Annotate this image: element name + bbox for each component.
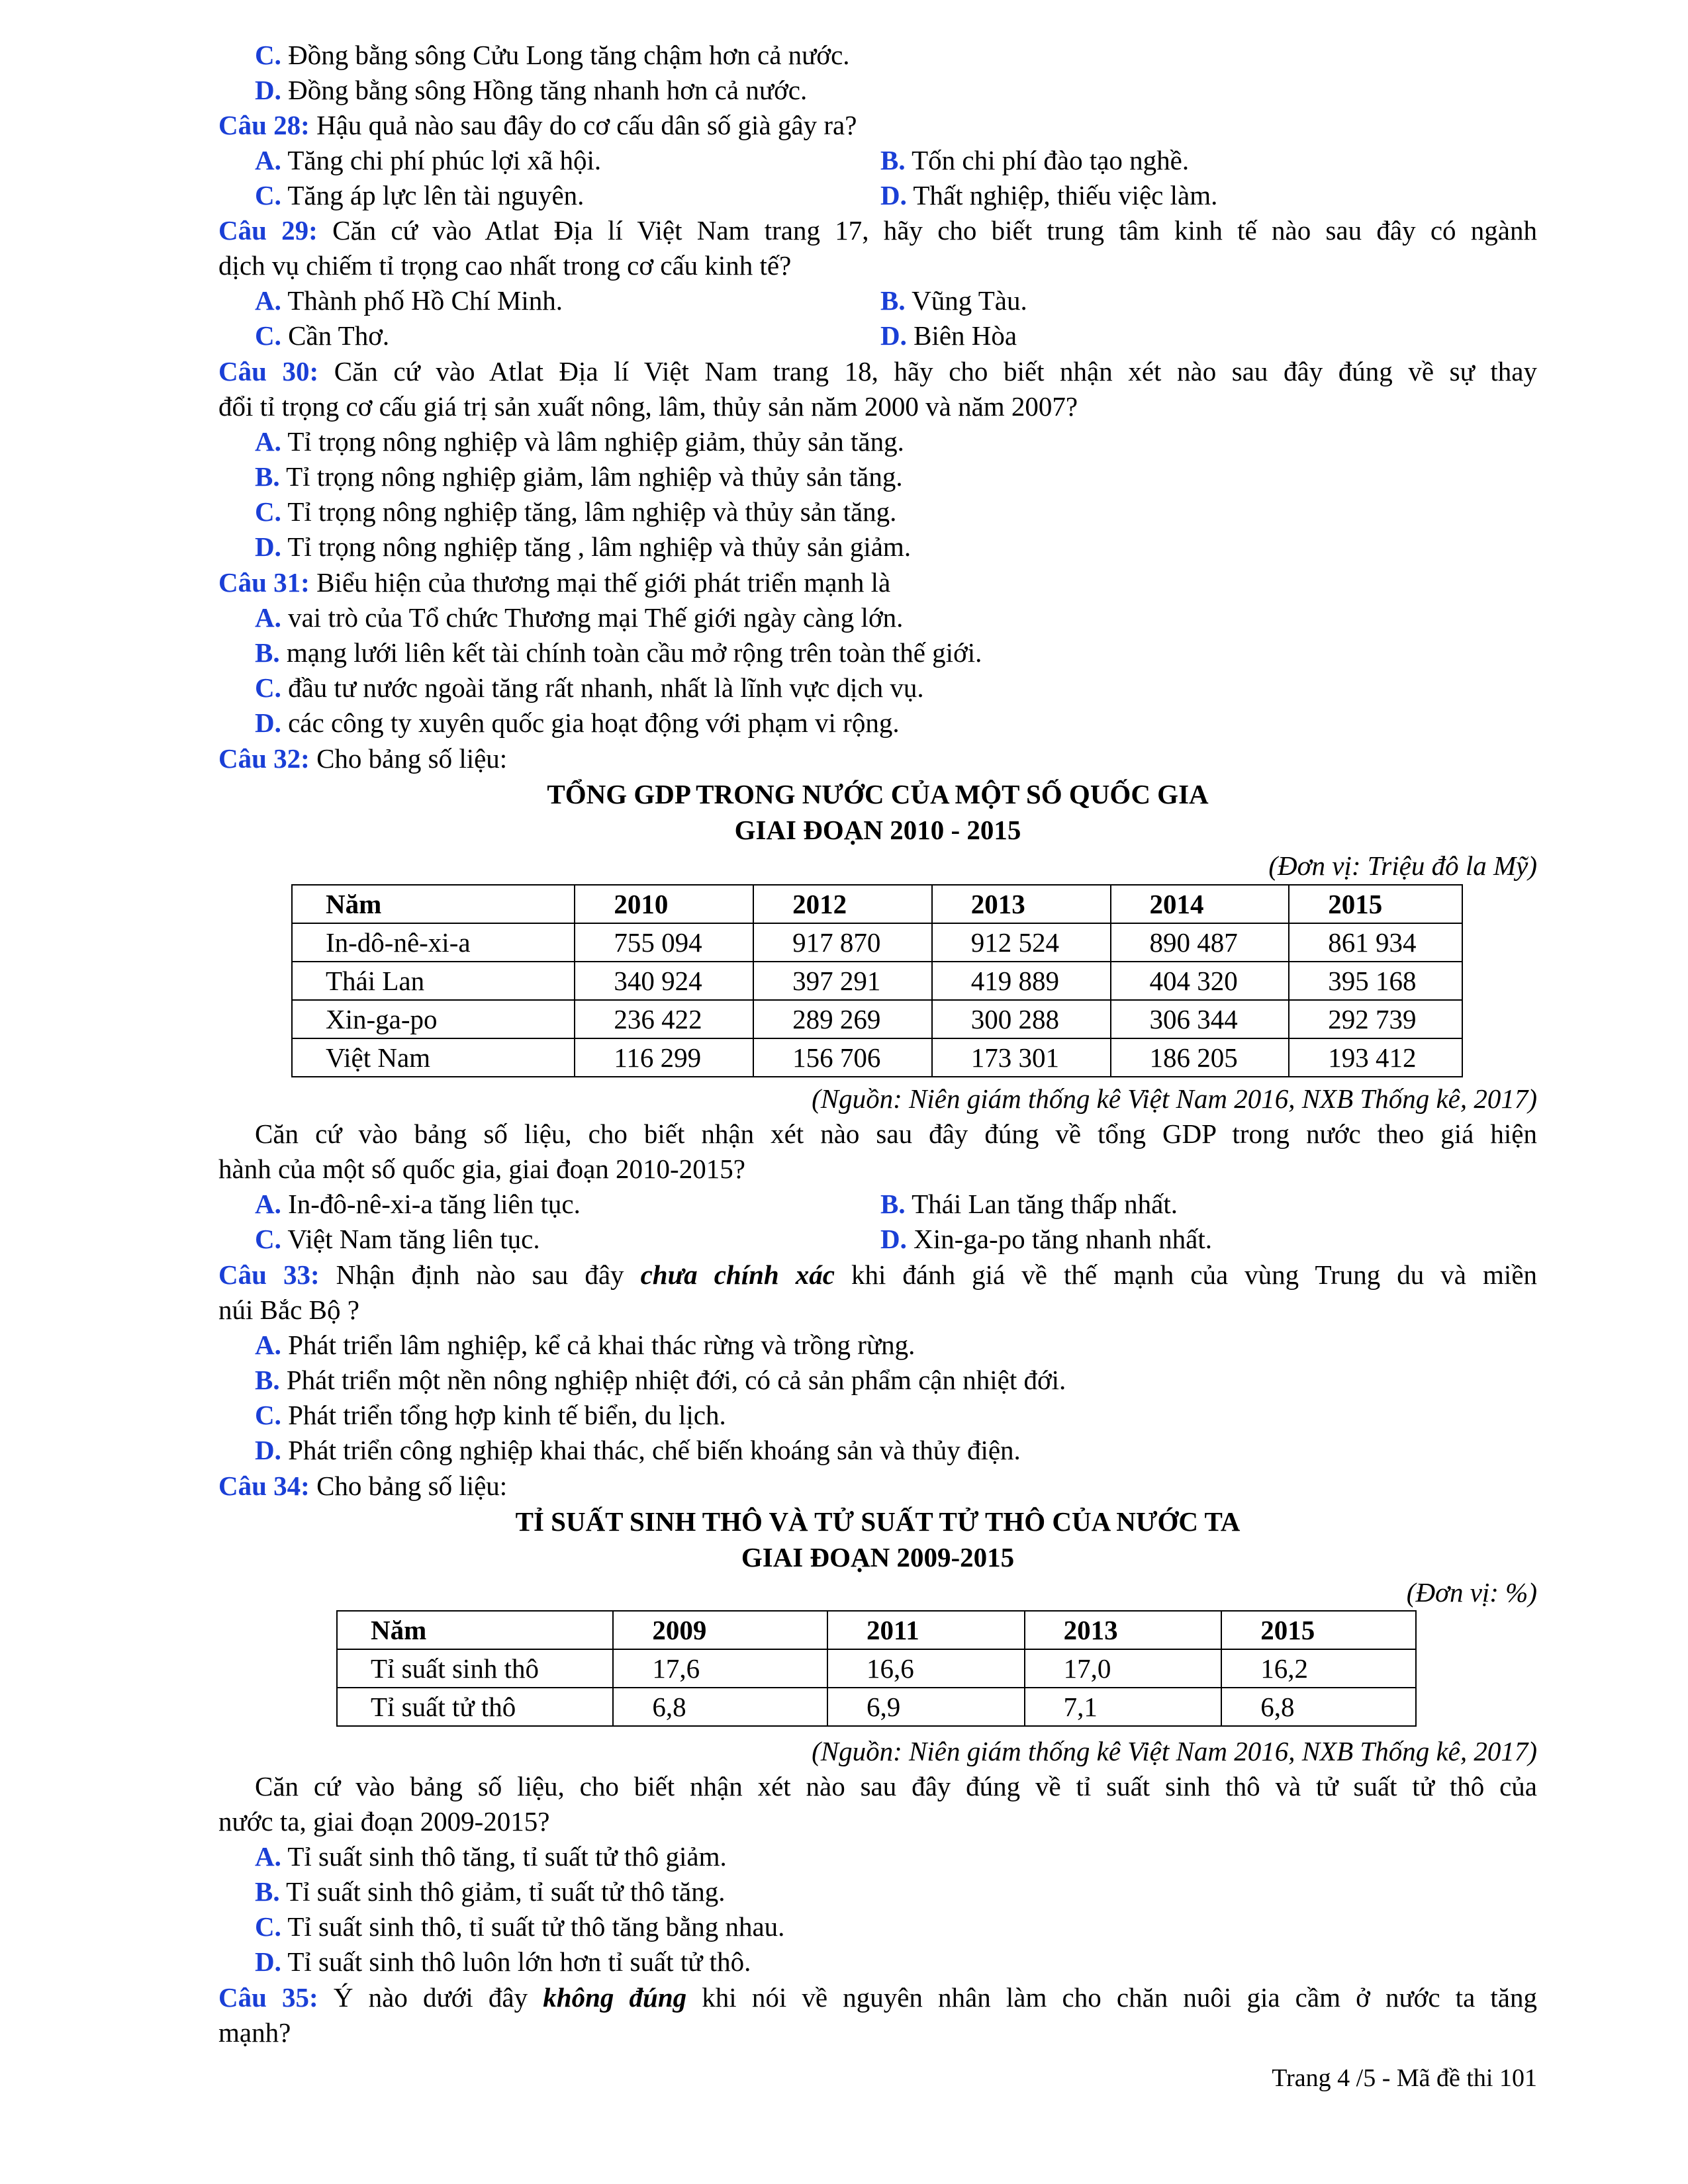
q35-stem: Câu 35: Ý nào dưới đây không đúng khi nói về nguyên nhân làm cho chăn nuôi gia cầm ở nước ta tăng — [218, 1982, 1538, 2013]
q30-stem: Câu 30: Căn cứ vào Atlat Địa lí Việt Nam trang 18, hãy cho biết nhận xét nào sau đây đúng về sự thay — [218, 356, 1537, 387]
table-cell: 17,0 — [1025, 1649, 1222, 1688]
q34-rate-table — [336, 1610, 1417, 1727]
table-cell: 6,9 — [827, 1688, 1025, 1726]
q32-gdp-table — [291, 884, 1463, 1077]
table-row — [337, 1688, 1416, 1726]
table-cell: 156 706 — [753, 1038, 932, 1077]
q28-option-c: C. Tăng áp lực lên tài nguyên. — [255, 180, 585, 210]
q34-ask: Căn cứ vào bảng số liệu, cho biết nhận xét nào sau đây đúng về tỉ suất sinh thô và tử suất tử thô của — [255, 1771, 1537, 1801]
table-cell: 912 524 — [932, 923, 1111, 962]
q32-option-d: D. Xin-ga-po tăng nhanh nhất. — [880, 1224, 1212, 1254]
q30-stem-cont: đổi tỉ trọng cơ cấu giá trị sản xuất nông, lâm, thủy sản năm 2000 và năm 2007? — [218, 391, 1078, 422]
table-cell: 340 924 — [575, 962, 753, 1000]
q34-source: (Nguồn: Niên giám thống kê Việt Nam 2016, NXB Thống kê, 2017) — [812, 1736, 1537, 1766]
table-cell: 289 269 — [753, 1000, 932, 1038]
q33-stem: Câu 33: Nhận định nào sau đây chưa chính xác khi đánh giá về thế mạnh của vùng Trung du và miền — [218, 1259, 1538, 1290]
q30-option-c: C. Tỉ trọng nông nghiệp tăng, lâm nghiệp và thủy sản tăng. — [255, 496, 897, 527]
page-footer: Trang 4 /5 - Mã đề thi 101 — [1272, 2064, 1537, 2092]
q32-ask: Căn cứ vào bảng số liệu, cho biết nhận xét nào sau đây đúng về tổng GDP trong nước theo giá hiện — [255, 1118, 1537, 1149]
q27-option-d: D. Đồng bằng sông Hồng tăng nhanh hơn cả nước. — [255, 75, 808, 105]
q31-option-b: B. mạng lưới liên kết tài chính toàn cầu mở rộng trên toàn thế giới. — [255, 637, 982, 668]
q33-stem-cont: núi Bắc Bộ ? — [218, 1295, 359, 1325]
table-cell: 917 870 — [753, 923, 932, 962]
table-row — [292, 1000, 1462, 1038]
q33-option-b: B. Phát triển một nền nông nghiệp nhiệt đới, có cả sản phẩm cận nhiệt đới. — [255, 1365, 1066, 1395]
table-cell: Thái Lan — [292, 962, 575, 1000]
q34-stem: Câu 34: Cho bảng số liệu: — [218, 1471, 508, 1501]
table-cell: 890 487 — [1111, 923, 1289, 962]
q29-option-c: C. Cần Thơ. — [255, 320, 390, 351]
q31-stem: Câu 31: Biểu hiện của thương mại thế giới phát triển mạnh là — [218, 567, 891, 598]
q34-ask-cont: nước ta, giai đoạn 2009-2015? — [218, 1806, 550, 1837]
table-cell: 397 291 — [753, 962, 932, 1000]
table-cell: 173 301 — [932, 1038, 1111, 1077]
q30-option-a: A. Tỉ trọng nông nghiệp và lâm nghiệp giảm, thủy sản tăng. — [255, 426, 904, 457]
q33-option-d: D. Phát triển công nghiệp khai thác, chế biến khoáng sản và thủy điện. — [255, 1435, 1021, 1465]
q34-option-b: B. Tỉ suất sinh thô giảm, tỉ suất tử thô tăng. — [255, 1876, 726, 1907]
q32-option-b: B. Thái Lan tăng thấp nhất. — [880, 1189, 1178, 1219]
header-cell: 2009 — [613, 1611, 827, 1649]
q32-option-c: C. Việt Nam tăng liên tục. — [255, 1224, 540, 1254]
q32-option-a: A. In-đô-nê-xi-a tăng liên tục. — [255, 1189, 581, 1219]
table-cell: In-dô-nê-xi-a — [292, 923, 575, 962]
q28-option-d: D. Thất nghiệp, thiếu việc làm. — [880, 180, 1218, 210]
q29-stem: Câu 29: Căn cứ vào Atlat Địa lí Việt Nam trang 17, hãy cho biết trung tâm kinh tế nào sau đây có ngành — [218, 215, 1538, 246]
header-cell: 2015 — [1221, 1611, 1416, 1649]
q27-option-c: C. Đồng bằng sông Cửu Long tăng chậm hơn cả nước. — [255, 40, 850, 70]
table-cell: 236 422 — [575, 1000, 753, 1038]
q29-option-b: B. Vũng Tàu. — [880, 285, 1027, 316]
header-cell: 2011 — [827, 1611, 1025, 1649]
q32-table-title: TỔNG GDP TRONG NƯỚC CỦA MỘT SỐ QUỐC GIA — [547, 779, 1209, 809]
table-cell: Xin-ga-po — [292, 1000, 575, 1038]
table-cell: 7,1 — [1025, 1688, 1222, 1726]
header-cell: 2013 — [932, 885, 1111, 923]
table-cell: 755 094 — [575, 923, 753, 962]
table-cell: 193 412 — [1289, 1038, 1462, 1077]
q32-stem: Câu 32: Cho bảng số liệu: — [218, 743, 508, 774]
q31-option-c: C. đầu tư nước ngoài tăng rất nhanh, nhất là lĩnh vực dịch vụ. — [255, 672, 924, 703]
q32-table-subtitle: GIAI ĐOẠN 2010 - 2015 — [734, 815, 1021, 845]
q32-unit: (Đơn vị: Triệu đô la Mỹ) — [1268, 850, 1537, 881]
table-cell: 861 934 — [1289, 923, 1462, 962]
header-cell: Năm — [292, 885, 575, 923]
table-cell: 16,6 — [827, 1649, 1025, 1688]
table-cell: 186 205 — [1111, 1038, 1289, 1077]
q28-option-a: A. Tăng chi phí phúc lợi xã hội. — [255, 145, 602, 175]
q31-option-d: D. các công ty xuyên quốc gia hoạt động với phạm vi rộng. — [255, 707, 900, 738]
table-cell: 419 889 — [932, 962, 1111, 1000]
q31-option-a: A. vai trò của Tổ chức Thương mại Thế giới ngày càng lớn. — [255, 602, 904, 633]
table-cell: 292 739 — [1289, 1000, 1462, 1038]
table-row — [337, 1649, 1416, 1688]
table-cell: 116 299 — [575, 1038, 753, 1077]
header-cell: 2015 — [1289, 885, 1462, 923]
q29-option-d: D. Biên Hòa — [880, 320, 1017, 351]
table-cell: Việt Nam — [292, 1038, 575, 1077]
table-cell: 395 168 — [1289, 962, 1462, 1000]
table-row — [292, 1038, 1462, 1077]
q34-option-c: C. Tỉ suất sinh thô, tỉ suất tử thô tăng bằng nhau. — [255, 1911, 785, 1942]
q29-option-a: A. Thành phố Hồ Chí Minh. — [255, 285, 563, 316]
q34-option-a: A. Tỉ suất sinh thô tăng, tỉ suất tử thô giảm. — [255, 1841, 727, 1872]
q34-unit: (Đơn vị: %) — [1406, 1577, 1537, 1608]
header-cell: 2014 — [1111, 885, 1289, 923]
q34-table-title: TỈ SUẤT SINH THÔ VÀ TỬ SUẤT TỬ THÔ CỦA NƯỚC TA — [515, 1506, 1241, 1537]
table-cell: 6,8 — [613, 1688, 827, 1726]
table-cell: 6,8 — [1221, 1688, 1416, 1726]
q34-table-subtitle: GIAI ĐOẠN 2009-2015 — [741, 1542, 1015, 1572]
table-row — [292, 962, 1462, 1000]
table-cell: 16,2 — [1221, 1649, 1416, 1688]
table-cell: 300 288 — [932, 1000, 1111, 1038]
q30-option-b: B. Tỉ trọng nông nghiệp giảm, lâm nghiệp và thủy sản tăng. — [255, 461, 903, 492]
header-cell: 2010 — [575, 885, 753, 923]
q28-stem: Câu 28: Hậu quả nào sau đây do cơ cấu dân số già gây ra? — [218, 110, 857, 140]
q35-stem-cont: mạnh? — [218, 2017, 291, 2048]
table-cell: 306 344 — [1111, 1000, 1289, 1038]
header-cell: 2013 — [1025, 1611, 1222, 1649]
q32-source: (Nguồn: Niên giám thống kê Việt Nam 2016, NXB Thống kê, 2017) — [812, 1083, 1537, 1114]
header-cell: Năm — [337, 1611, 613, 1649]
q29-stem-cont: dịch vụ chiếm tỉ trọng cao nhất trong cơ cấu kinh tế? — [218, 250, 792, 281]
table-cell: 404 320 — [1111, 962, 1289, 1000]
q28-option-b: B. Tốn chi phí đào tạo nghề. — [880, 145, 1190, 175]
q32-ask-cont: hành của một số quốc gia, giai đoạn 2010-2015? — [218, 1154, 745, 1184]
header-cell: 2012 — [753, 885, 932, 923]
table-cell: Tỉ suất tử thô — [337, 1688, 613, 1726]
q30-option-d: D. Tỉ trọng nông nghiệp tăng , lâm nghiệp và thủy sản giảm. — [255, 531, 912, 562]
table-header-row — [292, 885, 1462, 923]
q33-option-a: A. Phát triển lâm nghiệp, kể cả khai thác rừng và trồng rừng. — [255, 1330, 915, 1360]
table-header-row — [337, 1611, 1416, 1649]
table-cell: 17,6 — [613, 1649, 827, 1688]
table-row — [292, 923, 1462, 962]
table-cell: Tỉ suất sinh thô — [337, 1649, 613, 1688]
q34-option-d: D. Tỉ suất sinh thô luôn lớn hơn tỉ suất tử thô. — [255, 1946, 751, 1977]
q33-option-c: C. Phát triển tổng hợp kinh tế biển, du lịch. — [255, 1400, 726, 1430]
